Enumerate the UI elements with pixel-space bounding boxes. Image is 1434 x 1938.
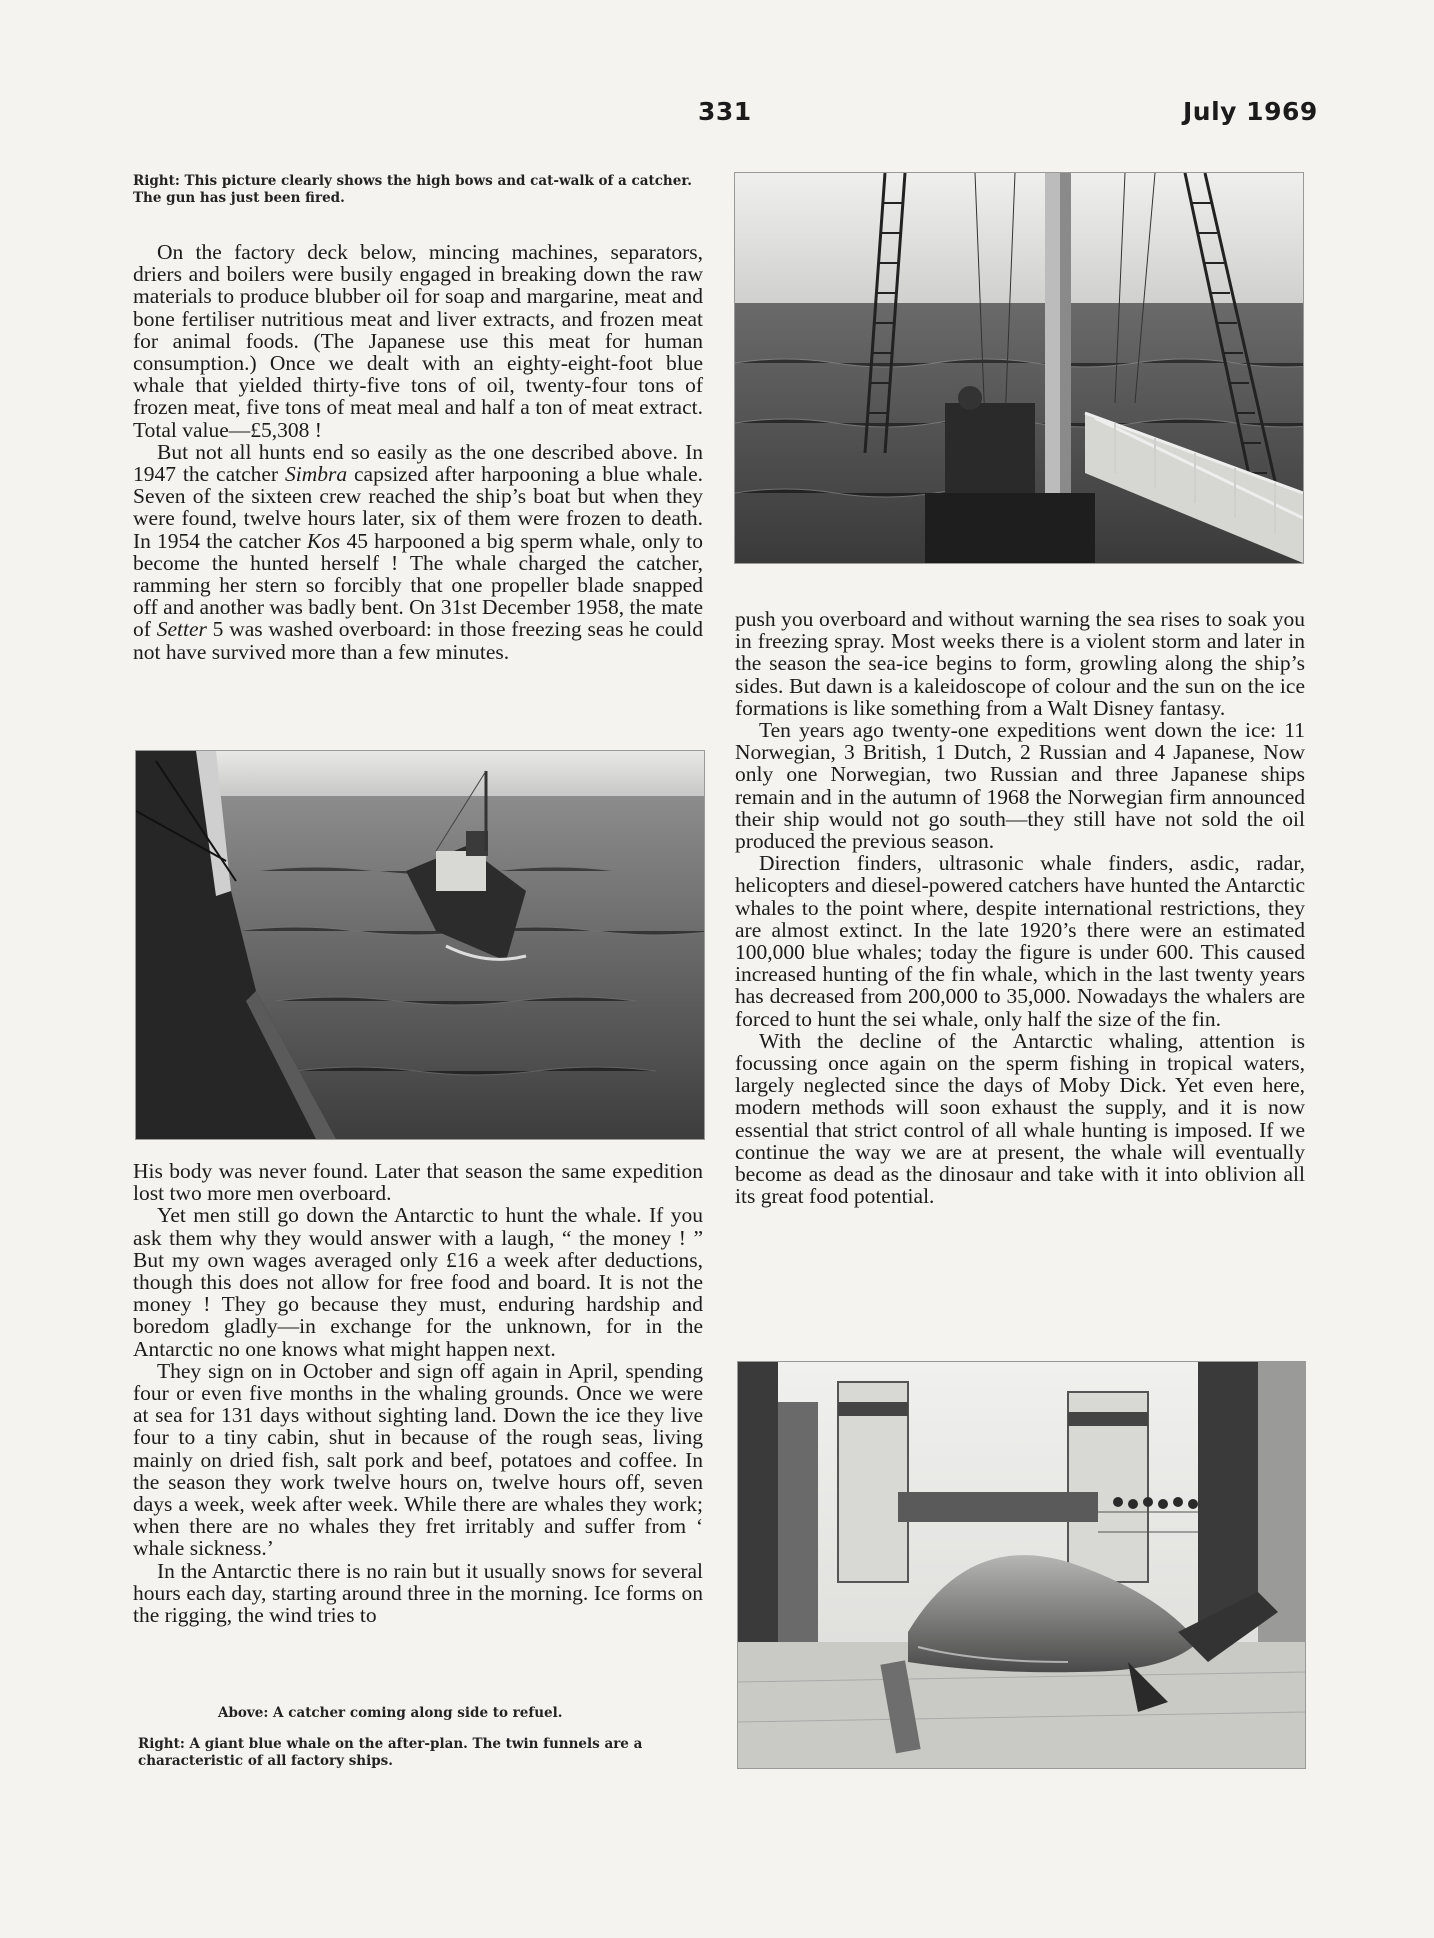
caption-text: This picture clearly shows the high bows and cat-walk of a catcher. The gun has just been fired.: [133, 173, 692, 206]
paragraph: His body was never found. Later that season the same expedition lost two more men overboard.: [133, 1159, 703, 1206]
paragraph: In the Antarctic there is no rain but it usually snows for several hours each day, starting around three in the morning. Ice forms on the rigging, the wind tries to: [133, 1558, 703, 1628]
paragraph: They sign on in October and sign off again in April, spending four or even five months in the whaling grounds. Once we were at sea for 131 days without sighting land. Down the ice they live four to a tiny cabin, shut in because of the rough seas, living mainly on dried fish, salt pork and beef, potatoes and coffee. In the season they work twelve hours on, twelve hours off, seven days a week, week after week. While there are whales they work; when there are no whales they fret irritably and suffer from ‘ whale sickness.’: [133, 1358, 703, 1561]
caption-catcher-bows: [133, 173, 703, 207]
paragraph: Yet men still go down the Antarctic to hunt the whale. If you ask them why they would answer with a laugh, “ the money ! ” But my own wages averaged only £16 a week after deductions, though this does not allow for free food and board. It is not the money ! They go because they must, enduring hardship and boredom gladly—in exchange for the unknown, for in the Antarctic no one knows what might happen next.: [133, 1203, 703, 1361]
caption-label: Right:: [138, 1736, 185, 1752]
caption-text: A catcher coming along side to refuel.: [273, 1705, 563, 1721]
photo-catcher-refuel: [135, 750, 705, 1140]
issue-date: July 1969: [1183, 97, 1318, 126]
paragraph: But not all hunts end so easily as the one described above. In 1947 the catcher Simbra capsized after harpooning a blue whale. Seven of the sixteen crew reached the ship’s boat but when they were found, twelve hours later, six of them were frozen to death. In 1954 the catcher Kos 45 harpooned a big sperm whale, only to become the hunted herself ! The whale charged the catcher, ramming her stern so forcibly that one propeller blade snapped off and another was badly bent. On 31st December 1958, the mate of Setter 5 was washed overboard: in those freezing seas he could not have survived more than a few minutes.: [133, 439, 703, 664]
caption-label: Right:: [133, 173, 180, 189]
paragraph: On the factory deck below, mincing machines, separators, driers and boilers were busily engaged in breaking down the raw materials to produce blubber oil for soap and margarine, meat and bone fertiliser nutritious meat and liver extracts, and frozen meat for animal foods. (The Japanese use this meat for human consumption.) Once we dealt with an eighty-eight-foot blue whale that yielded thirty-five tons of oil, twenty-four tons of frozen meat, five tons of meat meal and half a ton of meat extract. Total value—£5,308 !: [133, 240, 703, 442]
paragraph: With the decline of the Antarctic whaling, attention is focussing once again on the sperm fishing in tropical waters, largely neglected since the days of Moby Dick. Yet even here, modern methods will soon exhaust the supply, and it is now essential that strict control of all whale hunting is imposed. If we continue the way we are at present, the whale will eventually become as dead as the dinosaur and take with it into oblivion all its great food potential.: [735, 1028, 1305, 1209]
right-column: [735, 608, 1305, 1207]
photo-blue-whale: [737, 1361, 1306, 1769]
caption-blue-whale: [138, 1736, 708, 1770]
left-column-top: [133, 241, 703, 663]
caption-text: A giant blue whale on the after-plan. The twin funnels are a characteristic of all factory ships.: [138, 1736, 643, 1769]
photo-catcher-bow: [734, 172, 1304, 564]
caption-above: [218, 1705, 678, 1722]
paragraph: Ten years ago twenty-one expeditions went down the ice: 11 Norwegian, 3 British, 1 Dutch, 2 Russian and 4 Japanese, Now only one Norwegian, two Russian and three Japanese ships remain and in the autumn of 1968 the Norwegian firm announced their ship would not go south—they still have not sold the oil produced the previous season.: [735, 718, 1305, 854]
left-column-bottom: [133, 1160, 703, 1626]
caption-label: Above:: [218, 1705, 269, 1721]
paragraph: Direction finders, ultrasonic whale finders, asdic, radar, helicopters and diesel-powered catchers have hunted the Antarctic whales to the point where, despite international restrictions, they are almost extinct. In the late 1920’s there were an estimated 100,000 blue whales; today the figure is under 600. This caused increased hunting of the fin whale, which in the last twenty years has decreased from 200,000 to 35,000. Nowadays the whalers are forced to hunt the sei whale, only half the size of the fin.: [735, 851, 1305, 1031]
paragraph: push you overboard and without warning the sea rises to soak you in freezing spray. Most weeks there is a violent storm and later in the season the sea-ice begins to form, growling along the ship’s sides. But dawn is a kaleidoscope of colour and the sun on the ice formations is like something from a Walt Disney fantasy.: [735, 607, 1305, 720]
page-number: 331: [698, 97, 752, 126]
